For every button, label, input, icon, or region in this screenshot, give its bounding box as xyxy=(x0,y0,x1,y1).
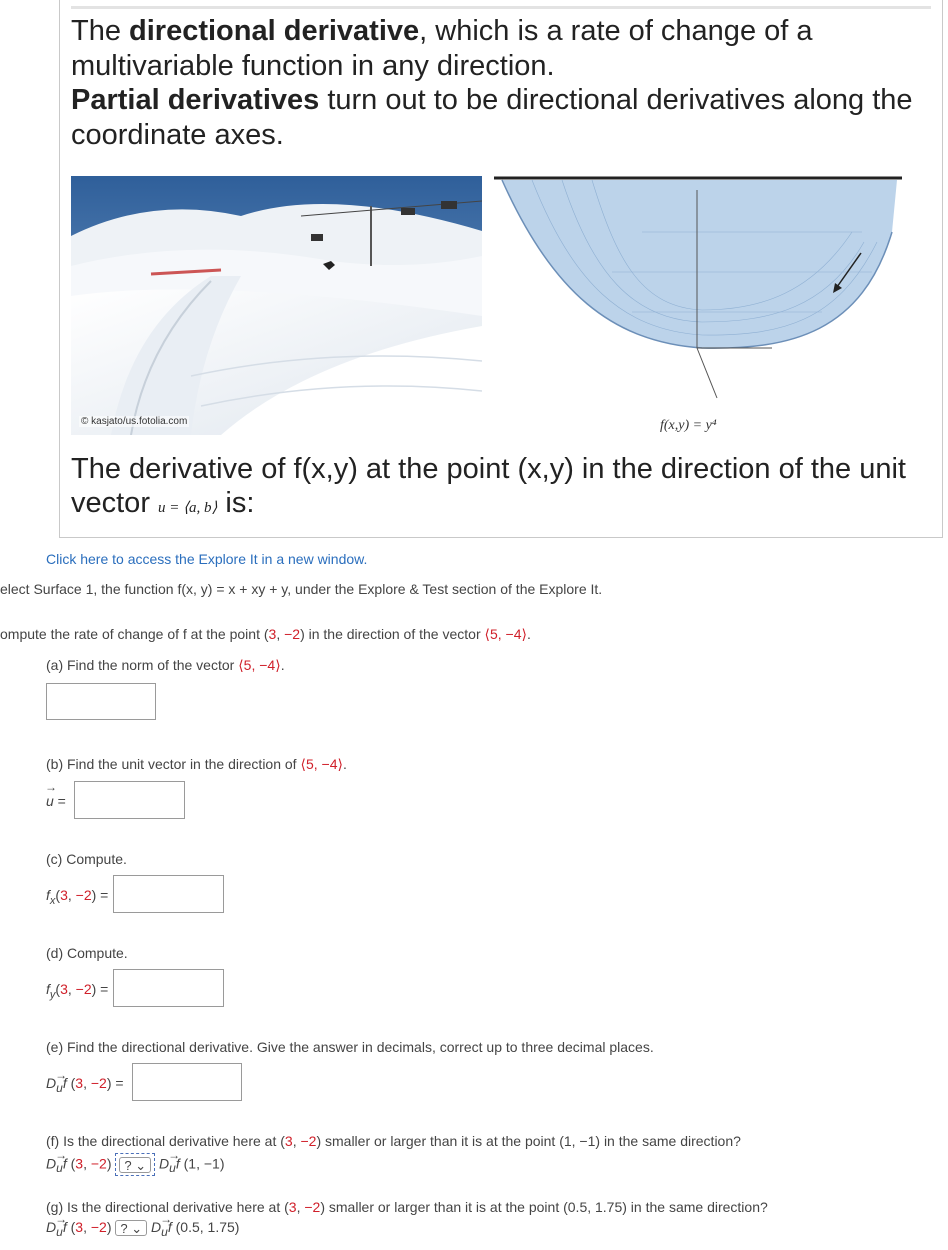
fy-answer-input[interactable] xyxy=(113,969,224,1007)
explore-it-link[interactable]: Click here to access the Explore It in a new window. xyxy=(46,551,368,567)
part-g-comparison: D→ uf (3, −2) ? ⌄ D→ uf (0.5, 1.75) xyxy=(46,1219,239,1239)
fx-label: $f_x(3$, −2) = xyxy=(46,887,109,907)
part-d-prompt: (d) Compute. xyxy=(46,945,128,961)
surface-graph xyxy=(492,172,906,440)
instruction-compute: ompute the rate of change of f at the point (3, −2) in the direction of the vector ⟨5, −4⟩. xyxy=(0,626,531,642)
part-b-prompt: (b) Find the unit vector in the direction of ⟨5, −4⟩. xyxy=(46,756,347,772)
unit-vector-label: → u = xyxy=(46,793,66,809)
part-e-prompt: (e) Find the directional derivative. Give the answer in decimals, correct up to three decimal places. xyxy=(46,1039,654,1055)
part-f-prompt: (f) Is the directional derivative here at (3, −2) smaller or larger than it is at the point (1, −1) in the same direction? xyxy=(46,1133,741,1149)
watermark-text: © kasjato/us.fotolia.com xyxy=(81,416,188,427)
divider xyxy=(71,6,931,9)
chevron-down-icon: ⌄ xyxy=(131,1221,143,1237)
part-c-prompt: (c) Compute. xyxy=(46,851,127,867)
halfpipe-photo xyxy=(71,176,482,435)
instruction-surface: elect Surface 1, the function f(x, y) = x + xy + y, under the Explore & Test section of the Explore It. xyxy=(0,581,603,597)
directional-derivative-input[interactable] xyxy=(132,1063,242,1101)
part-a-prompt: (a) Find the norm of the vector ⟨5, −4⟩. xyxy=(46,657,285,673)
partial-text: Partial derivatives turn out to be directional derivatives along the coordinate axes. xyxy=(71,84,913,151)
norm-answer-input[interactable] xyxy=(46,683,156,720)
comparison-select-f[interactable]: ? ⌄ xyxy=(119,1157,151,1173)
derivative-text: The derivative of f(x,y) at the point (x,y) in the direction of the unit xyxy=(71,453,906,485)
surface-formula: f(x,y) = y⁴ xyxy=(660,418,717,433)
directional-derivative-label: D→ uf (3, −2) = xyxy=(46,1075,124,1095)
concept-card xyxy=(59,0,943,538)
intro-text: The directional derivative, which is a rate of change of a multivariable function in any direction. xyxy=(71,15,813,82)
part-g-prompt: (g) Is the directional derivative here at (3, −2) smaller or larger than it is at the point (0.5, 1.75) in the same direction? xyxy=(46,1199,768,1215)
comparison-select-g[interactable]: ? ⌄ xyxy=(115,1220,147,1236)
fx-answer-input[interactable] xyxy=(113,875,224,913)
unit-vector-formula: u = ⟨a, b⟩ xyxy=(158,500,218,516)
unit-vector-text: vector u = ⟨a, b⟩ is: xyxy=(71,487,255,519)
fy-label: $f_y(3$, −2) = xyxy=(46,981,109,1001)
comparison-select-f-focus xyxy=(115,1153,155,1176)
unit-vector-input[interactable] xyxy=(74,781,185,819)
chevron-down-icon: ⌄ xyxy=(135,1158,147,1174)
part-f-comparison: D→ uf (3, −2) ? ⌄ D→ uf (1, −1) xyxy=(46,1153,224,1176)
